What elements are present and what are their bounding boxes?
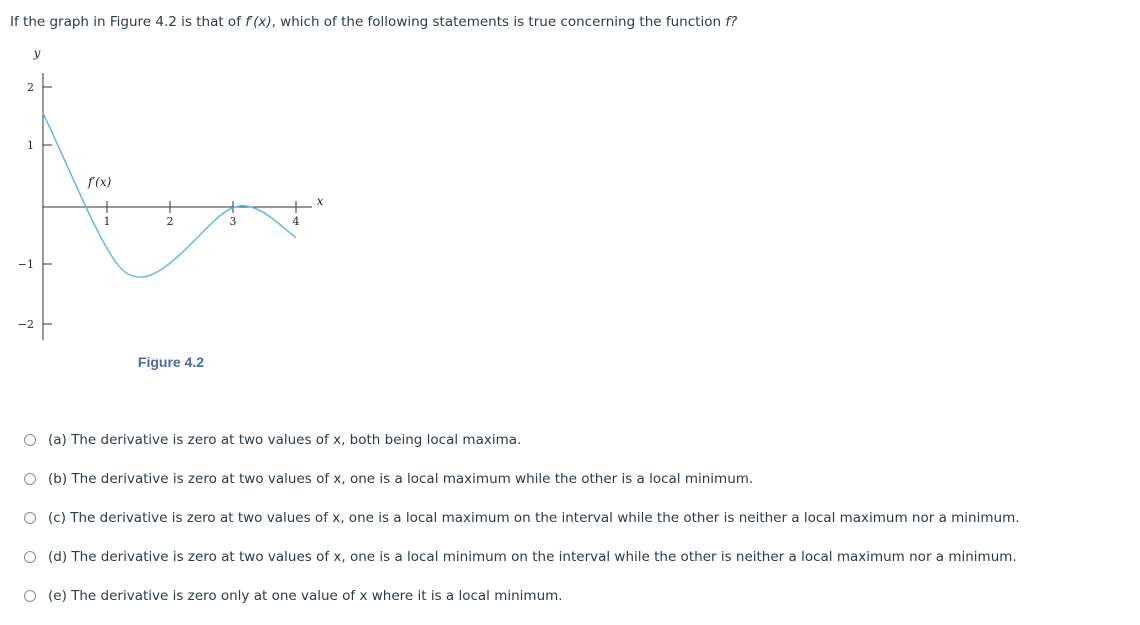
x-tick-label-1: 1 [103,215,111,228]
y-tick-label-1: 1 [27,139,34,152]
option-c[interactable] [24,508,1020,528]
radio-d[interactable] [24,551,36,563]
question-fprime: f′(x) [245,14,272,30]
question-prefix: If the graph in Figure 4.2 is that of [10,14,246,30]
option-d[interactable] [24,547,1020,567]
derivative-graph [0,40,360,380]
y-tick-label-neg2: −2 [17,318,34,331]
y-axis-label: y [33,46,41,60]
y-tick-label-neg1: −1 [17,258,34,271]
option-d-label: (d) The derivative is zero at two values of x, one is a local minimum on the interval while the other is neither a local maximum nor a minimum. [48,549,1017,565]
question-text [10,13,737,31]
radio-a[interactable] [24,434,36,446]
radio-c[interactable] [24,512,36,524]
option-b-label: (b) The derivative is zero at two values of x, one is a local maximum while the other is a local minimum. [48,471,754,487]
x-tick-label-4: 4 [292,215,300,228]
curve-label: f′(x) [88,175,112,189]
option-e-label: (e) The derivative is zero only at one value of x where it is a local minimum. [48,588,563,604]
question-f: f? [725,14,738,30]
x-tick-label-2: 2 [166,215,174,228]
y-tick-label-2: 2 [27,81,34,94]
option-e[interactable] [24,586,1020,606]
fprime-curve [43,113,296,277]
radio-e[interactable] [24,590,36,602]
radio-b[interactable] [24,473,36,485]
option-a[interactable] [24,430,1020,450]
x-tick-label-3: 3 [229,215,237,228]
x-axis-label: x [316,194,324,208]
option-a-label: (a) The derivative is zero at two values of x, both being local maxima. [48,432,522,448]
question-middle: , which of the following statements is true concerning the function [271,14,726,30]
option-b[interactable] [24,469,1020,489]
answer-options [24,430,1020,625]
figure-4-2 [0,40,360,380]
figure-caption: Figure 4.2 [137,354,205,370]
option-c-label: (c) The derivative is zero at two values of x, one is a local maximum on the interval while the other is neither a local maximum nor a minimum. [48,510,1020,526]
